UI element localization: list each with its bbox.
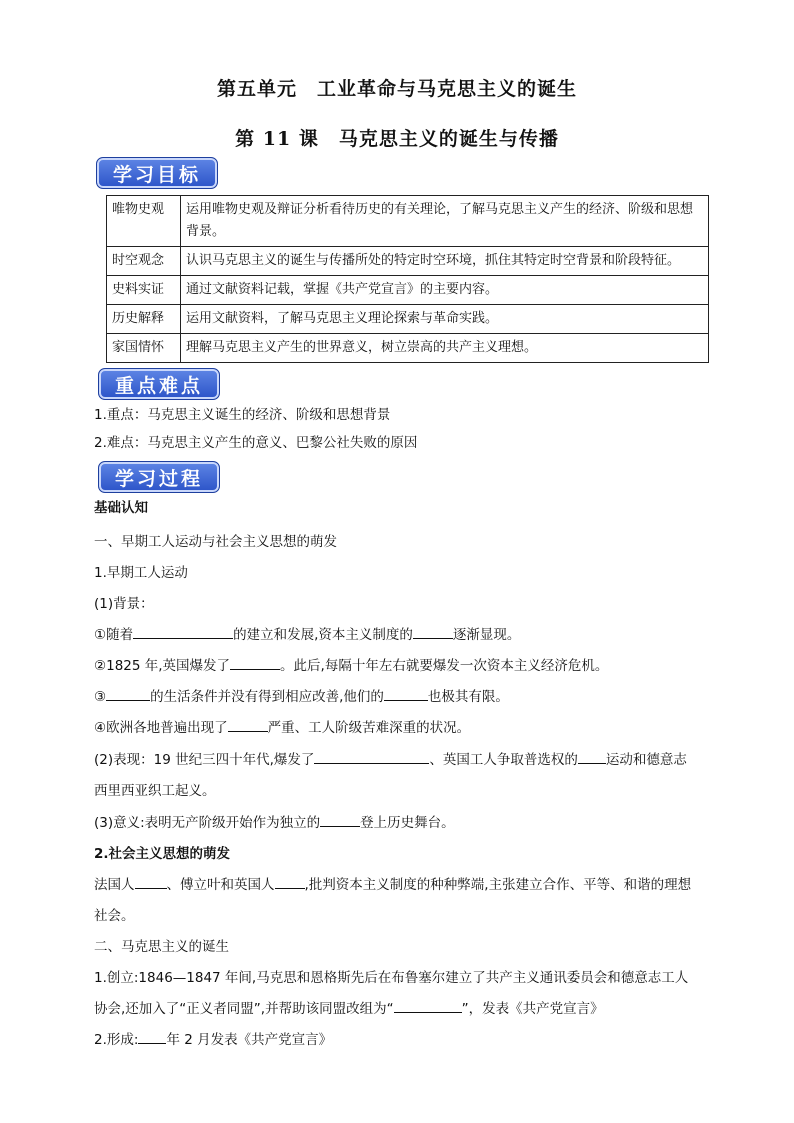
text: 年 2 月发表《共产党宣言》 — [166, 1032, 333, 1048]
fill-blank[interactable] — [228, 717, 268, 732]
fill-blank[interactable] — [394, 998, 462, 1013]
goal-key: 家国情怀 — [107, 334, 181, 363]
goal-value: 通过文献资料记载，掌握《共产党宣言》的主要内容。 — [181, 276, 709, 305]
goal-key: 历史解释 — [107, 305, 181, 334]
text: (3)意义:表明无产阶级开始作为独立的 — [94, 815, 321, 831]
text: 法国人 — [94, 877, 135, 893]
table-row — [107, 334, 709, 363]
question-line-cont: 西里西亚织工起义。 — [94, 783, 216, 799]
section-1-1-heading: 1.早期工人运动 — [94, 565, 188, 581]
goals-table — [106, 195, 709, 363]
text: (2)表现：19 世纪三四十年代,爆发了 — [94, 752, 315, 768]
key-point-1: 1.重点：马克思主义诞生的经济、阶级和思想背景 — [94, 407, 391, 423]
banner-learning-goals: 学习目标 — [96, 157, 218, 189]
table-row — [107, 305, 709, 334]
fill-blank[interactable] — [135, 874, 167, 889]
section-1-heading: 一、早期工人运动与社会主义思想的萌发 — [94, 534, 337, 550]
question-line — [94, 686, 714, 708]
text: ③ — [94, 689, 107, 705]
text: 逐渐显现。 — [452, 627, 521, 643]
fill-blank[interactable] — [275, 874, 305, 889]
fill-blank[interactable] — [133, 624, 233, 639]
question-line — [94, 812, 714, 834]
fill-blank[interactable] — [413, 624, 453, 639]
text: ,批判资本主义制度的种种弊端,主张建立合作、平等、和谐的理想 — [304, 877, 692, 893]
table-row — [107, 196, 709, 247]
banner-key-points: 重点难点 — [98, 368, 220, 400]
goal-key: 唯物史观 — [107, 196, 181, 247]
text: 严重、工人阶级苦难深重的状况。 — [267, 720, 471, 736]
table-row — [107, 247, 709, 276]
text: 运动和德意志 — [605, 752, 687, 768]
question-line — [94, 717, 714, 739]
text: 协会,还加入了“正义者同盟”,并帮助该同盟改组为“ — [94, 1001, 394, 1017]
text: 2.形成: — [94, 1032, 139, 1048]
fill-blank[interactable] — [320, 812, 360, 827]
banner-learning-process: 学习过程 — [98, 461, 220, 493]
goal-value: 认识马克思主义的诞生与传播所处的特定时空环境，抓住其特定时空背景和阶段特征。 — [181, 247, 709, 276]
goal-value: 理解马克思主义产生的世界意义，树立崇高的共产主义理想。 — [181, 334, 709, 363]
fill-blank[interactable] — [578, 749, 606, 764]
fill-blank[interactable] — [384, 686, 428, 701]
question-line — [94, 624, 714, 646]
text: 的建立和发展,资本主义制度的 — [233, 627, 413, 643]
text: ”，发表《共产党宣言》 — [461, 1001, 604, 1017]
question-line: 1.创立:1846—1847 年间,马克思和恩格斯先后在布鲁塞尔建立了共产主义通讯委员会和德意志工人 — [94, 970, 689, 986]
unit-title: 第五单元 工业革命与马克思主义的诞生 — [216, 78, 577, 100]
goal-value: 运用文献资料，了解马克思主义理论探索与革命实践。 — [181, 305, 709, 334]
fill-blank[interactable] — [230, 655, 280, 670]
goal-key: 时空观念 — [107, 247, 181, 276]
text: 、傅立叶和英国人 — [166, 877, 275, 893]
question-line — [94, 1029, 714, 1051]
text: ①随着 — [94, 627, 134, 643]
fill-blank[interactable] — [106, 686, 150, 701]
background-heading: (1)背景： — [94, 596, 154, 612]
goal-value: 运用唯物史观及辩证分析看待历史的有关理论，了解马克思主义产生的经济、阶级和思想背景。 — [181, 196, 709, 247]
text: 、英国工人争取普选权的 — [429, 752, 578, 768]
key-point-2: 2.难点：马克思主义产生的意义、巴黎公社失败的原因 — [94, 435, 418, 451]
fill-blank[interactable] — [138, 1029, 166, 1044]
lesson-title: 第 11 课 马克思主义的诞生与传播 — [235, 128, 559, 150]
goal-key: 史料实证 — [107, 276, 181, 305]
text: 登上历史舞台。 — [360, 815, 455, 831]
table-row — [107, 276, 709, 305]
question-line — [94, 874, 714, 896]
section-basic: 基础认知 — [94, 500, 148, 516]
text: ④欧洲各地普遍出现了 — [94, 720, 228, 736]
question-line — [94, 655, 714, 677]
fill-blank[interactable] — [314, 749, 429, 764]
question-line — [94, 749, 714, 771]
text: ②1825 年,英国爆发了 — [94, 658, 231, 674]
section-1-2-heading: 2.社会主义思想的萌发 — [94, 846, 231, 862]
text: 也极其有限。 — [427, 689, 509, 705]
text: 。此后,每隔十年左右就要爆发一次资本主义经济危机。 — [280, 658, 609, 674]
question-line-cont: 社会。 — [94, 908, 135, 924]
text: 的生活条件并没有得到相应改善,他们的 — [150, 689, 384, 705]
question-line — [94, 998, 714, 1020]
section-2-heading: 二、马克思主义的诞生 — [94, 939, 229, 955]
